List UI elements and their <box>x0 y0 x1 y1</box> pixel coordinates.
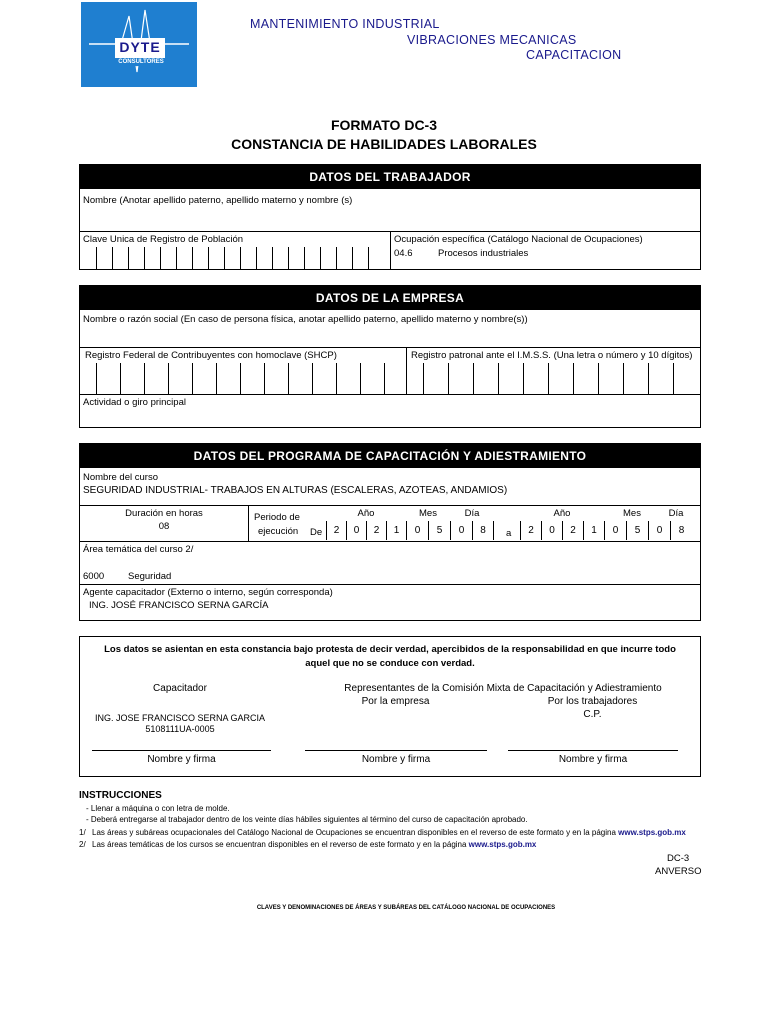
company-logo <box>81 2 197 87</box>
section-empresa <box>79 285 701 428</box>
agente-label: Agente capacitador (Externo o interno, según corresponda) <box>83 587 333 598</box>
section-programa <box>79 443 701 621</box>
logo-subtext: CONSULTORES <box>118 59 164 65</box>
firma-line-trabajadores <box>508 750 678 751</box>
curp-field[interactable] <box>96 247 384 269</box>
rfc-field[interactable] <box>96 363 402 394</box>
por-empresa-label: Por la empresa <box>361 696 430 707</box>
periodo-label-2: ejecución <box>258 526 299 537</box>
curp-label: Clave Unica de Registro de Población <box>83 234 244 245</box>
area-code: 6000 <box>83 571 105 582</box>
mes-label: Mes <box>419 508 437 519</box>
capacitador-name: ING. JOSE FRANCISCO SERNA GARCIA <box>94 713 266 723</box>
form-code: DC-3 <box>667 853 690 864</box>
protesta-line-1: Los datos se asientan en esta constancia bajo protesta de decir verdad, apercibidos de la responsabilidad en que incurre todo <box>104 644 676 655</box>
nota-2-link[interactable]: www.stps.gob.mx <box>468 840 537 849</box>
firma-line-empresa <box>305 750 487 751</box>
instruccion-1: - Llenar a máquina o con letra de molde. <box>86 804 230 813</box>
nota-1-mark: 1/ <box>79 828 86 837</box>
form-title: FORMATO DC-3 <box>330 117 438 133</box>
firma-label-3: Nombre y firma <box>558 754 628 765</box>
nota-1-text: Las áreas y subáreas ocupacionales del Catálogo Nacional de Ocupaciones se encuentran disponibles en el reverso de este formato y en la página <box>92 828 616 837</box>
area-value: Seguridad <box>128 571 172 582</box>
fecha-fin[interactable]: 2 0 2 1 0 5 0 8 <box>520 521 692 540</box>
duracion-label: Duración en horas <box>125 508 203 519</box>
ocupacion-code: 04.6 <box>394 248 413 259</box>
firma-label-2: Nombre y firma <box>361 754 431 765</box>
capacitador-label: Capacitador <box>153 683 207 694</box>
a-label: a <box>506 528 512 539</box>
dia-label: Día <box>464 508 480 519</box>
form-subtitle: CONSTANCIA DE HABILIDADES LABORALES <box>231 136 537 152</box>
nota-1 <box>92 828 686 837</box>
header-line-3: CAPACITACION <box>526 48 622 62</box>
logo-text: DYTE <box>119 39 161 55</box>
firma-line-capacitador <box>92 750 271 751</box>
firma-label-1: Nombre y firma <box>147 754 216 765</box>
header-line-2: VIBRACIONES MECANICAS <box>407 33 577 47</box>
area-label: Área temática del curso 2/ <box>83 544 194 555</box>
curso-label: Nombre del curso <box>83 472 158 483</box>
curso-value: SEGURIDAD INDUSTRIAL- TRABAJOS EN ALTURAS (ESCALERAS, AZOTEAS, ANDAMIOS) <box>83 485 508 496</box>
fecha-inicio[interactable]: 2 0 2 1 0 5 0 8 <box>326 521 494 540</box>
nota-2 <box>92 840 536 849</box>
comision-label: Representantes de la Comisión Mixta de Capacitación y Adiestramiento <box>344 683 662 694</box>
rfc-label: Registro Federal de Contribuyentes con homoclave (SHCP) <box>85 350 337 361</box>
imss-label: Registro patronal ante el I.M.S.S. (Una letra o número y 10 dígitos) <box>411 350 693 361</box>
anio-label: Año <box>357 508 375 519</box>
de-label: De <box>310 527 323 538</box>
ocupacion-value: Procesos industriales <box>438 248 529 259</box>
mes-label-2: Mes <box>623 508 641 519</box>
actividad-label: Actividad o giro principal <box>83 397 186 408</box>
section-heading-empresa: DATOS DE LA EMPRESA <box>80 286 700 310</box>
nota-2-mark: 2/ <box>79 840 86 849</box>
instrucciones-heading: INSTRUCCIONES <box>79 790 162 801</box>
trabajadores-value: C.P. <box>583 709 602 720</box>
section-trabajador <box>79 164 701 270</box>
nota-1-link[interactable]: www.stps.gob.mx <box>618 828 686 837</box>
section-firmas <box>79 636 701 777</box>
razon-social-label: Nombre o razón social (En caso de persona física, anotar apellido paterno, apellido materno y nombre(s)) <box>83 314 528 325</box>
protesta-line-2: aquel que no se conduce con verdad. <box>305 658 475 669</box>
duracion-value: 08 <box>158 521 170 532</box>
instruccion-2: - Deberá entregarse al trabajador dentro de los veinte días hábiles siguientes al término del curso de capacitación aprobado. <box>86 815 528 824</box>
header-line-1: MANTENIMIENTO INDUSTRIAL <box>250 17 440 31</box>
nombre-label: Nombre (Anotar apellido paterno, apellido materno y nombre (s) <box>83 195 353 206</box>
dia-label-2: Día <box>668 508 684 519</box>
section-heading-programa: DATOS DEL PROGRAMA DE CAPACITACIÓN Y ADIESTRAMIENTO <box>80 444 700 468</box>
anio-label-2: Año <box>553 508 571 519</box>
agente-value: ING. JOSÉ FRANCISCO SERNA GARCÍA <box>89 600 269 611</box>
imss-field[interactable] <box>423 363 699 394</box>
nota-2-text: Las áreas temáticas de los cursos se encuentran disponibles en el reverso de este formato y en la página <box>92 840 467 849</box>
form-side: ANVERSO <box>655 866 702 877</box>
section-heading-trabajador: DATOS DEL TRABAJADOR <box>80 165 700 189</box>
periodo-label: Periodo de <box>254 512 300 523</box>
capacitador-registro: 5108111UA-0005 <box>145 724 215 734</box>
por-trabajadores-label: Por los trabajadores <box>547 696 638 707</box>
ocupacion-label: Ocupación específica (Catálogo Nacional de Ocupaciones) <box>394 234 643 245</box>
footer-catalog-title: CLAVES Y DENOMINACIONES DE ÁREAS Y SUBÁREAS DEL CATÁLOGO NACIONAL DE OCUPACIONES <box>256 905 556 911</box>
